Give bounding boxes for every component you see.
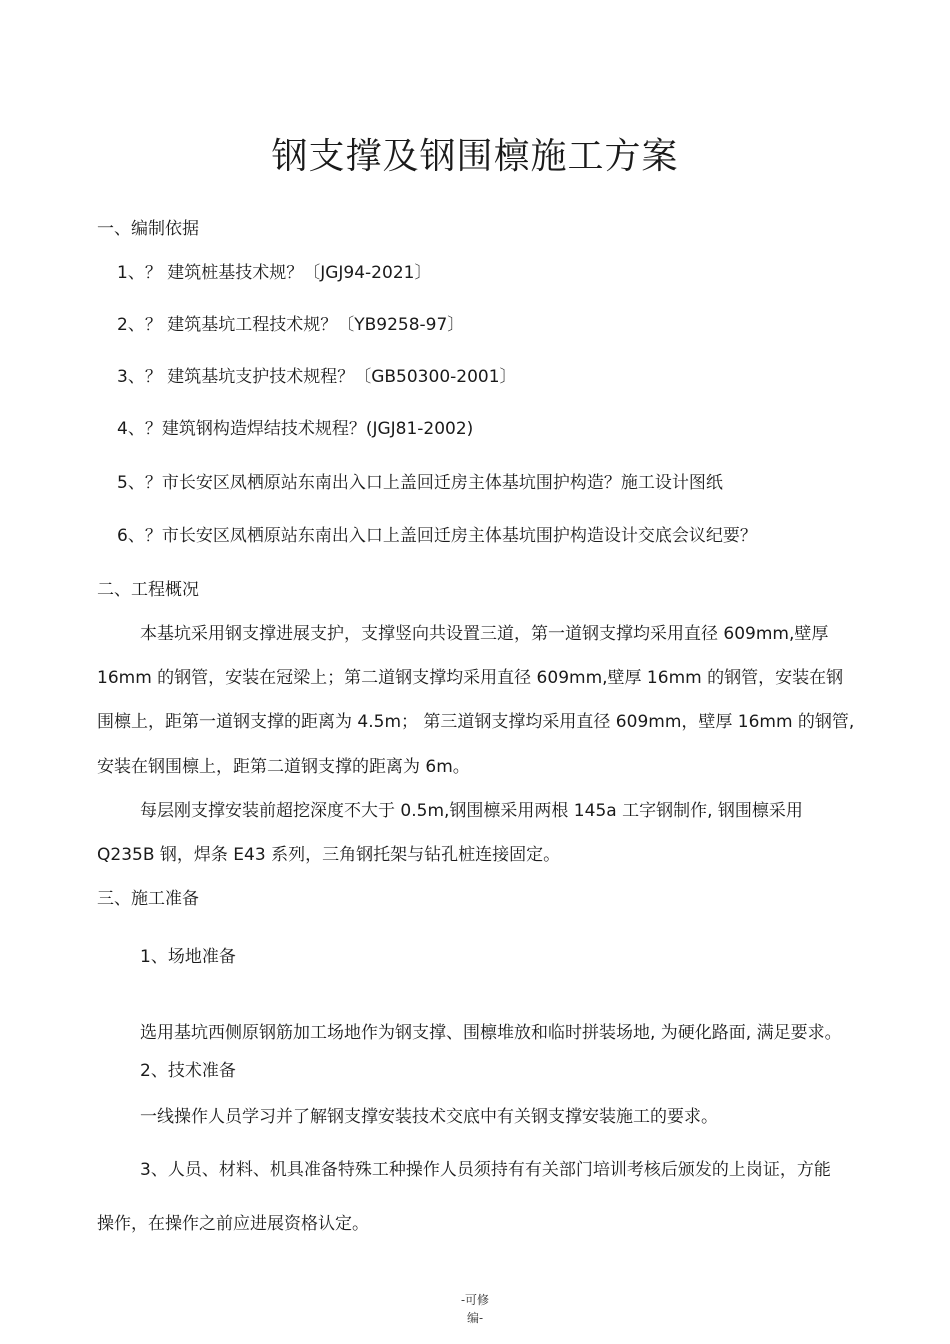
page-footer-line: -可修 bbox=[460, 1293, 490, 1307]
paragraph-line: Q235B 钢，焊条 E43 系列，三角钢托架与钻孔桩连接固定。 bbox=[97, 845, 561, 865]
reference-item: 4、？建筑钢构造焊结技术规程？(JGJ81-2002) bbox=[117, 419, 474, 439]
paragraph-line: 一线操作人员学习并了解钢支撑安装技术交底中有关钢支撑安装施工的要求。 bbox=[140, 1107, 718, 1127]
section-heading-overview: 二、工程概况 bbox=[97, 580, 199, 600]
paragraph-line: 安装在钢围檩上，距第二道钢支撑的距离为 6m。 bbox=[97, 757, 470, 777]
reference-item: 1、？ 建筑桩基技术规？〔JGJ94-2021〕 bbox=[117, 263, 432, 283]
reference-item: 2、？ 建筑基坑工程技术规？〔YB9258-97〕 bbox=[117, 315, 465, 335]
paragraph-line: 本基坑采用钢支撑进展支护，支撑竖向共设置三道，第一道钢支撑均采用直径 609mm,壁厚 bbox=[140, 624, 829, 644]
paragraph-line: 选用基坑西侧原钢筋加工场地作为钢支撑、围檩堆放和临时拼装场地, 为硬化路面, 满足要求。 bbox=[140, 1023, 842, 1043]
subsection-heading-site: 1、场地准备 bbox=[140, 947, 236, 967]
reference-item: 6、？市长安区凤栖原站东南出入口上盖回迁房主体基坑围护构造设计交底会议纪要？ bbox=[117, 526, 757, 546]
paragraph-line: 操作，在操作之前应进展资格认定。 bbox=[97, 1214, 369, 1234]
paragraph-line: 围檩上，距第一道钢支撑的距离为 4.5m； 第三道钢支撑均采用直径 609mm，壁厚 16mm 的钢管, bbox=[97, 712, 855, 732]
paragraph-line: 3、人员、材料、机具准备特殊工种操作人员须持有有关部门培训考核后颁发的上岗证，方能 bbox=[140, 1160, 831, 1180]
subsection-heading-technical: 2、技术准备 bbox=[140, 1061, 236, 1081]
paragraph-line: 16mm 的钢管，安装在冠梁上；第二道钢支撑均采用直径 609mm,壁厚 16mm 的钢管，安装在钢 bbox=[97, 668, 844, 688]
section-heading-preparation: 三、施工准备 bbox=[97, 889, 199, 909]
paragraph-line: 每层刚支撑安装前超挖深度不大于 0.5m,钢围檩采用两根 145a 工字钢制作, 钢围檩采用 bbox=[140, 801, 803, 821]
reference-item: 5、？市长安区凤栖原站东南出入口上盖回迁房主体基坑围护构造？施工设计图纸 bbox=[117, 473, 723, 493]
page-footer-line: 编- bbox=[466, 1311, 484, 1325]
reference-item: 3、？ 建筑基坑支护技术规程？〔GB50300-2001〕 bbox=[117, 367, 517, 387]
document-title: 钢支撑及钢围檩施工方案 bbox=[271, 136, 679, 177]
section-heading-basis: 一、编制依据 bbox=[97, 219, 199, 239]
